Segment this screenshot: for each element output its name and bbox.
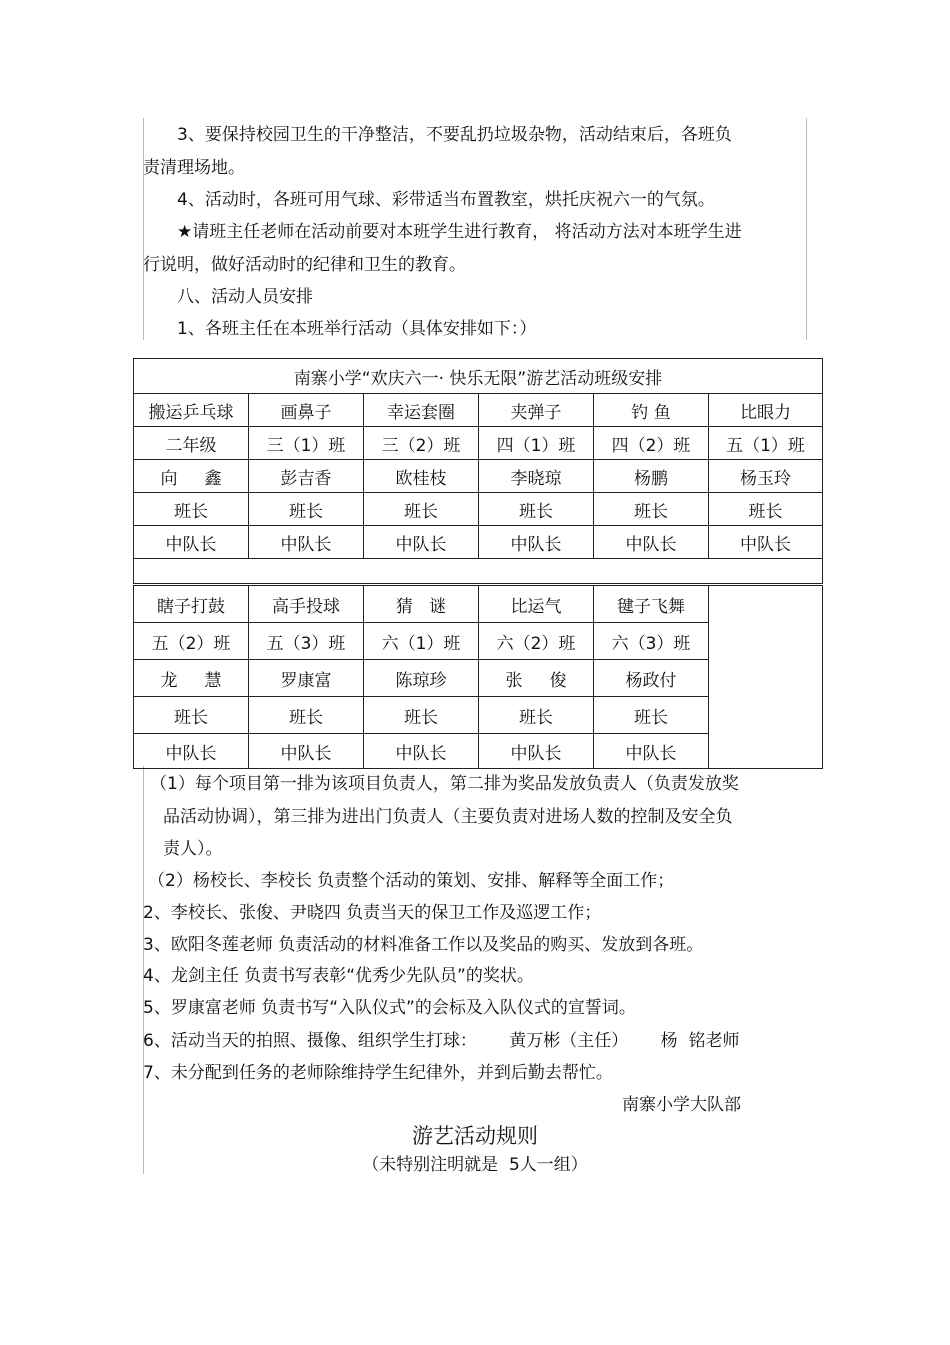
star-note-line2: 行说明，做好活动时的纪律和卫生的教育。	[143, 255, 466, 275]
table-cell: 班长	[249, 493, 364, 526]
page-border-right-top	[806, 118, 807, 340]
section-8-heading: 八、活动人员安排	[177, 287, 313, 307]
note-1-line2: 品活动协调），第三排为进出门负责人（主要负责对进场人数的控制及安全负	[163, 807, 733, 827]
table-spacer-row	[134, 559, 823, 585]
page-border-left-top	[143, 118, 144, 340]
table-empty-cell	[709, 585, 823, 769]
paragraph-3-line2: 责清理场地。	[143, 158, 245, 178]
signature: 南寨小学大队部	[622, 1095, 741, 1115]
table-cell: 张 俊	[479, 660, 594, 697]
table-title-row	[134, 359, 823, 394]
table-cell: 五（3）班	[249, 623, 364, 660]
table-cell: 中队长	[134, 526, 249, 559]
table-cell: 班长	[364, 493, 479, 526]
star-note-line1: ★请班主任老师在活动前要对本班学生进行教育， 将活动方法对本班学生进	[177, 222, 742, 242]
table-cell: 班长	[479, 697, 594, 734]
table-cell: 二年级	[134, 427, 249, 460]
table-cell: 画鼻子	[249, 394, 364, 427]
table-cell: 幸运套圈	[364, 394, 479, 427]
table-cell: 中队长	[364, 526, 479, 559]
table-cell: 班长	[709, 493, 823, 526]
rules-title: 游艺活动规则	[412, 1124, 538, 1148]
table-row-activities-2	[134, 585, 823, 623]
table-cell: 猜 谜	[364, 585, 479, 623]
item-4: 4、龙剑主任 负责书写表彰“优秀少先队员”的奖状。	[143, 966, 534, 986]
table-cell: 中队长	[594, 734, 709, 769]
item-2: 2、李校长、张俊、尹晓四 负责当天的保卫工作及巡逻工作；	[143, 903, 602, 923]
table-cell: 中队长	[249, 734, 364, 769]
table-row-squad-1	[134, 526, 823, 559]
table-row-activities-1	[134, 394, 823, 427]
table-row-monitor-1	[134, 493, 823, 526]
table-cell: 中队长	[594, 526, 709, 559]
table-cell: 李晓琼	[479, 460, 594, 493]
item-6: 6、活动当天的拍照、摄像、组织学生打球： 黄万彬（主任） 杨 铭老师	[143, 1031, 740, 1051]
note-1-line1: （1）每个项目第一排为该项目负责人，第二排为奖品发放负责人（负责发放奖	[150, 774, 739, 794]
table-cell: 高手投球	[249, 585, 364, 623]
table-cell: 班长	[594, 493, 709, 526]
table-cell: 班长	[249, 697, 364, 734]
table-cell: 中队长	[364, 734, 479, 769]
table-cell: 龙 慧	[134, 660, 249, 697]
table-row-leaders-1	[134, 460, 823, 493]
table-cell: 向 鑫	[134, 460, 249, 493]
item-1: 1、各班主任在本班举行活动（具体安排如下：）	[177, 319, 537, 339]
table-row-classes-1	[134, 427, 823, 460]
table-cell: 班长	[594, 697, 709, 734]
table-cell: 比运气	[479, 585, 594, 623]
table-cell: 五（1）班	[709, 427, 823, 460]
class-arrangement-table	[133, 358, 823, 769]
table-cell: 中队长	[479, 734, 594, 769]
table-cell: 中队长	[709, 526, 823, 559]
table-cell: 钓 鱼	[594, 394, 709, 427]
note-1-line3: 责人）。	[163, 839, 223, 859]
table-cell: 陈琼珍	[364, 660, 479, 697]
table-cell: 罗康富	[249, 660, 364, 697]
table-cell: 四（2）班	[594, 427, 709, 460]
table-cell: 六（2）班	[479, 623, 594, 660]
table-cell: 中队长	[479, 526, 594, 559]
table-cell: 六（1）班	[364, 623, 479, 660]
table-cell: 班长	[134, 493, 249, 526]
table-cell: 彭吉香	[249, 460, 364, 493]
table-cell: 杨玉玲	[709, 460, 823, 493]
paragraph-4: 4、活动时，各班可用气球、彩带适当布置教室，烘托庆祝六一的气氛。	[177, 190, 715, 210]
table-cell: 夹弹子	[479, 394, 594, 427]
table-spacer-cell	[134, 559, 823, 585]
table-cell: 班长	[479, 493, 594, 526]
item-7: 7、未分配到任务的老师除维持学生纪律外，并到后勤去帮忙。	[143, 1063, 613, 1083]
table-cell: 三（2）班	[364, 427, 479, 460]
table-cell: 杨鹏	[594, 460, 709, 493]
table-cell: 中队长	[249, 526, 364, 559]
table-cell: 比眼力	[709, 394, 823, 427]
item-5: 5、罗康富老师 负责书写“入队仪式”的会标及入队仪式的宣誓词。	[143, 998, 636, 1018]
table-cell: 班长	[364, 697, 479, 734]
table-cell: 搬运乒乓球	[134, 394, 249, 427]
table-cell: 毽子飞舞	[594, 585, 709, 623]
rules-subtitle: （未特别注明就是 5人一组）	[362, 1155, 588, 1175]
table-cell: 瞎子打鼓	[134, 585, 249, 623]
paragraph-3-line1: 3、要保持校园卫生的干净整洁，不要乱扔垃圾杂物，活动结束后，各班负	[177, 125, 732, 145]
table-title: 南寨小学“欢庆六一· 快乐无限”游艺活动班级安排	[134, 359, 823, 394]
table-cell: 班长	[134, 697, 249, 734]
table-cell: 三（1）班	[249, 427, 364, 460]
table-cell: 中队长	[134, 734, 249, 769]
item-3: 3、欧阳冬莲老师 负责活动的材料准备工作以及奖品的购买、发放到各班。	[143, 935, 704, 955]
table-cell: 四（1）班	[479, 427, 594, 460]
table-cell: 欧桂枝	[364, 460, 479, 493]
note-2: （2）杨校长、李校长 负责整个活动的策划、安排、解释等全面工作；	[148, 871, 675, 891]
table-cell: 六（3）班	[594, 623, 709, 660]
table-cell: 五（2）班	[134, 623, 249, 660]
table-cell: 杨政付	[594, 660, 709, 697]
